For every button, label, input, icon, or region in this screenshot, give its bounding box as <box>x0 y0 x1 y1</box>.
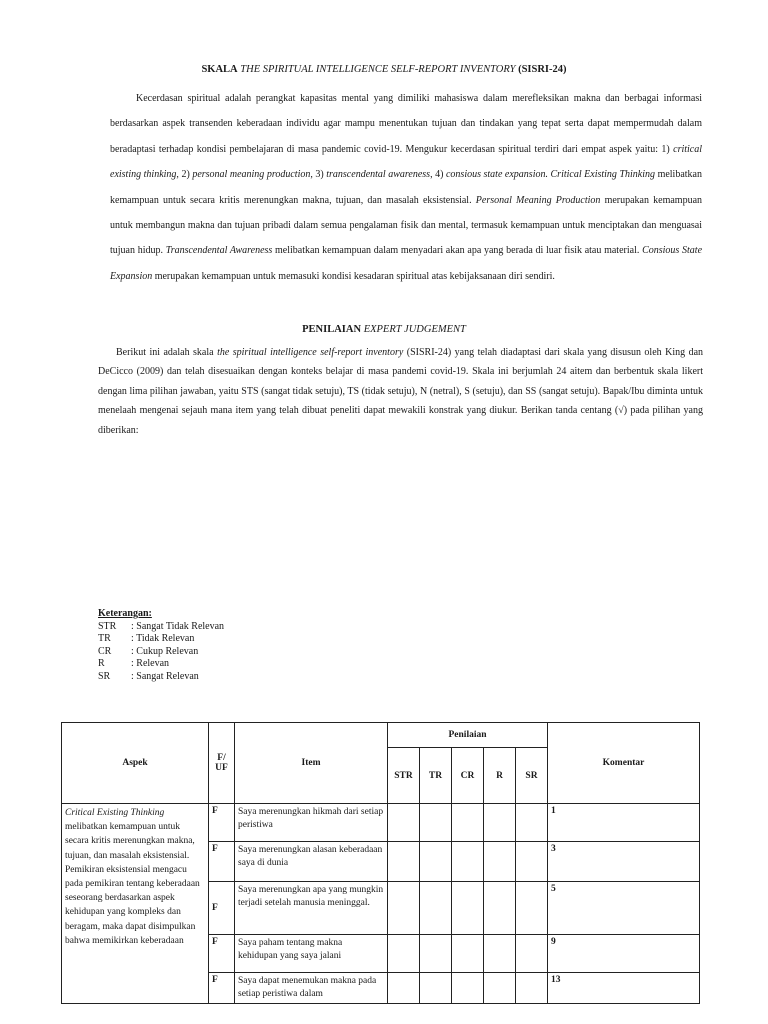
rating-r-cell[interactable] <box>484 882 516 935</box>
instructions-paragraph: Berikut ini adalah skala the spiritual intelligence self-report inventory (SISRI-24) yang telah diadaptasi dari skala yang disusun oleh King dan DeCicco (2009) dan telah disesuaikan dengan konteks belajar di masa pandemi covid-19. Skala ini berjumlah 24 aitem dan berbentuk skala likert dengan lima pilihan jawaban, yaitu STS (sangat tidak setuju), TS (tidak setuju), N (netral), S (setuju), dan SS (sangat setuju). Bapak/Ibu diminta untuk menelaah mengenai sejauh mana item yang telah dibuat peneliti dapat mewakili konstrak yang diukur. Berikan tanda centang (√) pada pilihan yang diberikan: <box>98 347 704 436</box>
header-item: Item <box>235 723 388 804</box>
item-cell: Saya dapat menemukan makna pada setiap peristiwa dalam <box>235 973 388 1004</box>
rating-r-cell[interactable] <box>484 804 516 842</box>
header-aspek: Aspek <box>62 723 209 804</box>
table-row <box>62 804 700 842</box>
rating-tr-cell[interactable] <box>420 804 452 842</box>
header-str: STR <box>388 748 420 804</box>
rating-sr-cell[interactable] <box>516 842 548 882</box>
rating-sr-cell[interactable] <box>516 935 548 973</box>
title-italic: THE SPIRITUAL INTELLIGENCE SELF-REPORT INVENTORY <box>240 64 516 75</box>
item-cell: Saya merenungkan alasan keberadaan saya di dunia <box>235 842 388 882</box>
comment-cell[interactable]: 5 <box>548 882 700 935</box>
rating-cr-cell[interactable] <box>452 804 484 842</box>
item-cell: Saya paham tentang makna kehidupan yang saya jalani <box>235 935 388 973</box>
comment-cell[interactable]: 9 <box>548 935 700 973</box>
rating-r-cell[interactable] <box>484 935 516 973</box>
header-fuf: F/ UF <box>209 723 235 804</box>
rating-str-cell[interactable] <box>388 973 420 1004</box>
rating-tr-cell[interactable] <box>420 882 452 935</box>
legend-row: R : Relevan <box>98 658 170 670</box>
rating-str-cell[interactable] <box>388 804 420 842</box>
fuf-cell: F <box>209 842 235 882</box>
comment-cell[interactable]: 13 <box>548 973 700 1004</box>
rating-tr-cell[interactable] <box>420 973 452 1004</box>
aspek-cell: Critical Existing Thinking melibatkan kemampuan untuk secara kritis merenungkan makna, tujuan, dan masalah eksistensial. Pemikiran eksistensial mengacu pada pemikiran tentang keberadaan seseorang berdasarkan aspek kehidupan yang kompleks dan beragam, maka dapat disimpulkan bahwa memikirkan keberadaan <box>62 804 209 1004</box>
fuf-cell: F <box>209 882 235 935</box>
rating-r-cell[interactable] <box>484 973 516 1004</box>
fuf-cell: F <box>209 935 235 973</box>
header-sr: SR <box>516 748 548 804</box>
rating-sr-cell[interactable] <box>516 882 548 935</box>
section-title <box>0 324 768 335</box>
legend-title: Keterangan: <box>98 608 152 619</box>
rating-cr-cell[interactable] <box>452 935 484 973</box>
rating-r-cell[interactable] <box>484 842 516 882</box>
legend-row: CR : Cukup Relevan <box>98 645 199 657</box>
item-cell: Saya merenungkan hikmah dari setiap peristiwa <box>235 804 388 842</box>
rating-tr-cell[interactable] <box>420 935 452 973</box>
header-cr: CR <box>452 748 484 804</box>
header-tr: TR <box>420 748 452 804</box>
rating-str-cell[interactable] <box>388 842 420 882</box>
rating-str-cell[interactable] <box>388 882 420 935</box>
rating-cr-cell[interactable] <box>452 882 484 935</box>
rating-tr-cell[interactable] <box>420 842 452 882</box>
section-title-italic: EXPERT JUDGEMENT <box>363 324 466 335</box>
item-cell: Saya merenungkan apa yang mungkin terjadi setelah manusia meninggal. <box>235 882 388 935</box>
fuf-cell: F <box>209 804 235 842</box>
title-suffix: (SISRI-24) <box>518 64 567 75</box>
header-r: R <box>484 748 516 804</box>
legend-row: STR : Sangat Tidak Relevan <box>98 620 225 632</box>
comment-cell[interactable]: 1 <box>548 804 700 842</box>
page-title <box>0 64 768 75</box>
rating-cr-cell[interactable] <box>452 973 484 1004</box>
intro-paragraph: Kecerdasan spiritual adalah perangkat kapasitas mental yang dimiliki mahasiswa dalam merefleksikan makna dan berbagai informasi berdasarkan aspek transenden keberadaan individu agar mampu menentukan tujuan dan tindakan yang tepat serta dapat mempermudah dalam beradaptasi terhadap kondisi pembelajaran di masa pandemic covid-19. Mengukur kecerdasan spiritual terdiri dari empat aspek yaitu: 1) critical existing thinking, 2) personal meaning production, 3) transcendental awareness, 4) consious state expansion. Critical Existing Thinking melibatkan kemampuan untuk secara kritis merenungkan makna, tujuan, dan masalah eksistensial. Personal Meaning Production merupakan kemampuan untuk membangun makna dan tujuan pribadi dalam semua pengalaman fisik dan mental, termasuk kemampuan untuk menciptakan dan menguasai tujuan hidup. Transcendental Awareness melibatkan kemampuan dalam menyadari akan apa yang berada di luar fisik atau material. Consious State Expansion merupakan kemampuan untuk memasuki kondisi kesadaran spiritual atas kebijaksanaan diri sendiri. <box>110 93 703 282</box>
legend-row: TR : Tidak Relevan <box>98 633 195 645</box>
fuf-cell: F <box>209 973 235 1004</box>
legend <box>98 608 224 684</box>
legend-row: SR : Sangat Relevan <box>98 670 199 682</box>
rating-str-cell[interactable] <box>388 935 420 973</box>
section-title-prefix: PENILAIAN <box>302 324 362 335</box>
header-komentar: Komentar <box>548 723 700 804</box>
title-prefix: SKALA <box>201 64 238 75</box>
rating-sr-cell[interactable] <box>516 973 548 1004</box>
rating-sr-cell[interactable] <box>516 804 548 842</box>
comment-cell[interactable]: 3 <box>548 842 700 882</box>
header-penilaian: Penilaian <box>388 723 548 748</box>
rating-cr-cell[interactable] <box>452 842 484 882</box>
assessment-table <box>61 722 700 1004</box>
